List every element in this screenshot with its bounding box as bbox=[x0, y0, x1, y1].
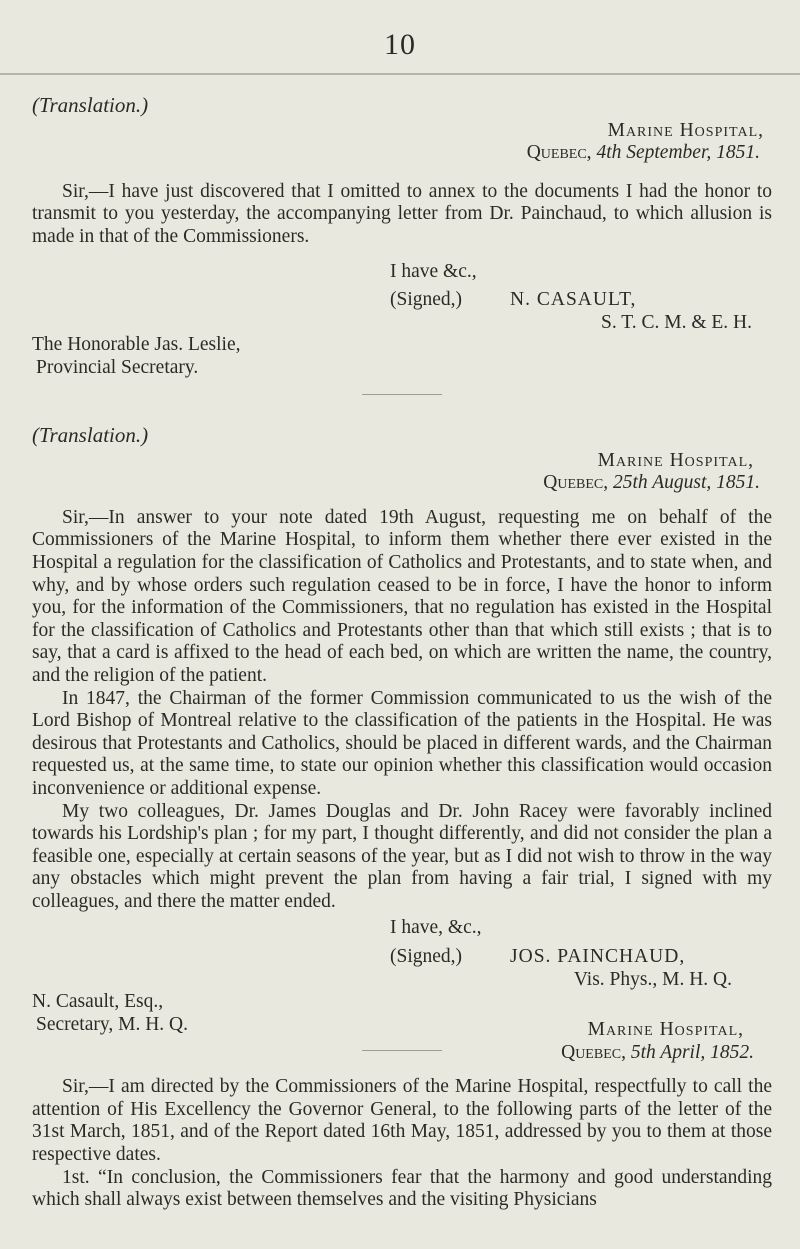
translation-label: (Translation.) bbox=[32, 423, 149, 447]
letter-heading-dateline: Quebec, 5th April, 1852. bbox=[561, 1041, 754, 1063]
signer-name: N. CASAULT, bbox=[510, 289, 637, 311]
letter-1 bbox=[32, 94, 772, 409]
letter-heading-dateline: Quebec, 4th September, 1851. bbox=[526, 142, 760, 164]
letter-paragraph-2: 1st. “In conclusion, the Commissioners fear that the harmony and good understanding which shall always exist between themselves and the visiting Physicians bbox=[32, 1166, 772, 1211]
addressee-line-1: N. Casault, Esq., bbox=[32, 991, 164, 1013]
letter-heading-dateline: Quebec, 25th August, 1851. bbox=[543, 472, 760, 494]
addressee-line-2: Secretary, M. H. Q. bbox=[36, 1013, 188, 1035]
page-number: 10 bbox=[384, 28, 416, 61]
letter-paragraph-1: Sir,—I am directed by the Commissioners of the Marine Hospital, respectfully to call the attention of His Excellency the Governor General, to the following parts of the letter of the 31st March, 1851, and of the Report dated 16th May, 1851, addressed by you to them at those respective dates. bbox=[32, 1076, 772, 1165]
signer-title: Vis. Phys., M. H. Q. bbox=[573, 968, 732, 990]
addressee-line-2: Provincial Secretary. bbox=[36, 356, 199, 378]
addressee-line-1: The Honorable Jas. Leslie, bbox=[32, 334, 241, 356]
letter-heading-institution: Marine Hospital, bbox=[607, 119, 764, 141]
closing: I have, &c., bbox=[390, 917, 482, 939]
signature-line bbox=[32, 946, 772, 969]
letter-body: Sir,—I have just discovered that I omitted to annex to the documents I had the honor to transmit to you yesterday, the accompanying letter from Dr. Painchaud, to which allusion is made in that of the Commissioners. bbox=[32, 180, 772, 247]
letter-heading-institution: Marine Hospital, bbox=[597, 449, 754, 471]
translation-label: (Translation.) bbox=[32, 93, 149, 117]
letter-heading-institution: Marine Hospital, bbox=[587, 1019, 744, 1040]
letter-2 bbox=[32, 424, 772, 1065]
signed-label: (Signed,) bbox=[390, 946, 463, 968]
signature-line bbox=[32, 289, 772, 312]
letter-paragraph-2: In 1847, the Chairman of the former Commission communicated to us the wish of the Lord Bishop of Montreal relative to the classification of the patients in the Hospital. He was desirous that Protestants and Catholics, should be placed in different wards, and the Chairman requested us, at the same time, to state our opinion whether this classification would occasion inconvenience or additional expense. bbox=[32, 687, 772, 799]
letter-3 bbox=[32, 1019, 772, 1212]
letter-paragraph-1: Sir,—In answer to your note dated 19th August, requesting me on behalf of the Commissioners of the Marine Hospital, to inform them whether there ever existed in the Hospital a regulation for the classification of Catholics and Protestants, and to state when, and why, and by whose orders such regulation ceased to be in force, I have the honor to inform you, for the information of the Commissioners, that no regulation has existed in the Hospital for the classification of Catholics and Protestants other than that which still exists ; that is to say, that a card is affixed to the head of each bed, on which are written the name, the country, and the religion of the patient. bbox=[32, 506, 772, 686]
signer-title: S. T. C. M. & E. H. bbox=[601, 311, 752, 333]
section-divider bbox=[362, 394, 442, 395]
closing: I have &c., bbox=[390, 260, 477, 282]
top-rule bbox=[0, 73, 800, 75]
signed-label: (Signed,) bbox=[390, 289, 463, 311]
letter-paragraph-3: My two colleagues, Dr. James Douglas and Dr. John Racey were favorably inclined towards his Lordship's plan ; for my part, I thought differently, and did not consider the plan a feasible one, especially at certain seasons of the year, but as I did not wish to throw in the way any obstacles which might prevent the plan from having a fair trial, I signed with my colleagues, and there the matter ended. bbox=[32, 800, 772, 912]
signer-name: JOS. PAINCHAUD, bbox=[510, 946, 686, 968]
